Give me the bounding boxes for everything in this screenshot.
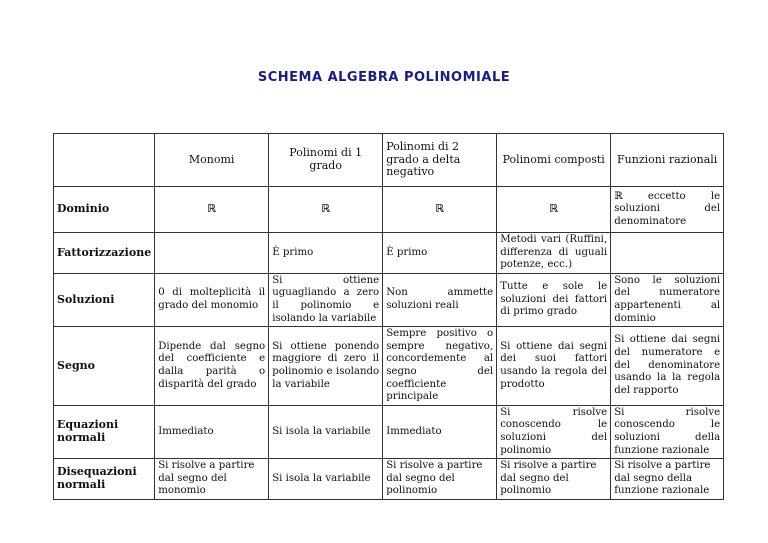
table-row	[54, 327, 724, 406]
table-cell: ℝ	[269, 187, 383, 233]
table-cell: Si ottiene uguagliando a zero il polinomio e isolando la variabile	[269, 273, 383, 326]
table-cell: Dipende dal segno del coefficiente e dalla parità o disparità del grado	[155, 327, 269, 406]
table-cell: ℝ	[383, 187, 497, 233]
table-cell: Si risolve conoscendo le soluzioni della funzione razionale	[611, 405, 724, 458]
table-row	[54, 233, 724, 274]
table-cell: È primo	[269, 233, 383, 274]
row-label: Segno	[54, 327, 155, 406]
table-cell: ℝ eccetto le soluzioni del denominatore	[611, 187, 724, 233]
column-header: Polinomi di 1 grado	[269, 134, 383, 187]
table-cell	[155, 233, 269, 274]
table-cell: È primo	[383, 233, 497, 274]
header-row	[54, 134, 724, 187]
table-cell: Tutte e sole le soluzioni dei fattori di primo grado	[497, 273, 611, 326]
row-label: Equazioni normali	[54, 405, 155, 458]
corner-cell	[54, 134, 155, 187]
row-label: Fattorizzazione	[54, 233, 155, 274]
table-cell	[611, 233, 724, 274]
table-row	[54, 187, 724, 233]
table-cell: Si risolve a partire dal segno del polinomio	[497, 459, 611, 500]
table-cell: Si isola la variabile	[269, 459, 383, 500]
table-cell: Si risolve a partire dal segno del monomio	[155, 459, 269, 500]
table-row	[54, 273, 724, 326]
table-cell: Si ottiene ponendo maggiore di zero il polinomio e isolando la variabile	[269, 327, 383, 406]
table-cell: 0 di molteplicità il grado del monomio	[155, 273, 269, 326]
table-cell: Si ottiene dai segni dei suoi fattori usando la regola del prodotto	[497, 327, 611, 406]
table-row	[54, 405, 724, 458]
table-cell: Sono le soluzioni del numeratore appartenenti al dominio	[611, 273, 724, 326]
table-cell: Si risolve a partire dal segno della funzione razionale	[611, 459, 724, 500]
column-header: Monomi	[155, 134, 269, 187]
table-cell: Si risolve conoscendo le soluzioni del polinomio	[497, 405, 611, 458]
table-cell: Si risolve a partire dal segno del polinomio	[383, 459, 497, 500]
row-label: Disequazioni normali	[54, 459, 155, 500]
table-cell: Si ottiene dai segni del numeratore e del denominatore usando la la regola del rapporto	[611, 327, 724, 406]
table-cell: Sempre positivo o sempre negativo, concordemente al segno del coefficiente principale	[383, 327, 497, 406]
algebra-schema-table	[53, 133, 724, 500]
table-cell: Si isola la variabile	[269, 405, 383, 458]
row-label: Soluzioni	[54, 273, 155, 326]
column-header: Polinomi di 2 grado a delta negativo	[383, 134, 497, 187]
table-cell: Non ammette soluzioni reali	[383, 273, 497, 326]
column-header: Polinomi composti	[497, 134, 611, 187]
page-title: SCHEMA ALGEBRA POLINOMIALE	[257, 70, 511, 85]
table-cell: Immediato	[383, 405, 497, 458]
table-cell: ℝ	[497, 187, 611, 233]
column-header: Funzioni razionali	[611, 134, 724, 187]
table-cell: Metodi vari (Ruffini, differenza di uguali potenze, ecc.)	[497, 233, 611, 274]
table-cell: Immediato	[155, 405, 269, 458]
table-cell: ℝ	[155, 187, 269, 233]
row-label: Dominio	[54, 187, 155, 233]
table-row	[54, 459, 724, 500]
